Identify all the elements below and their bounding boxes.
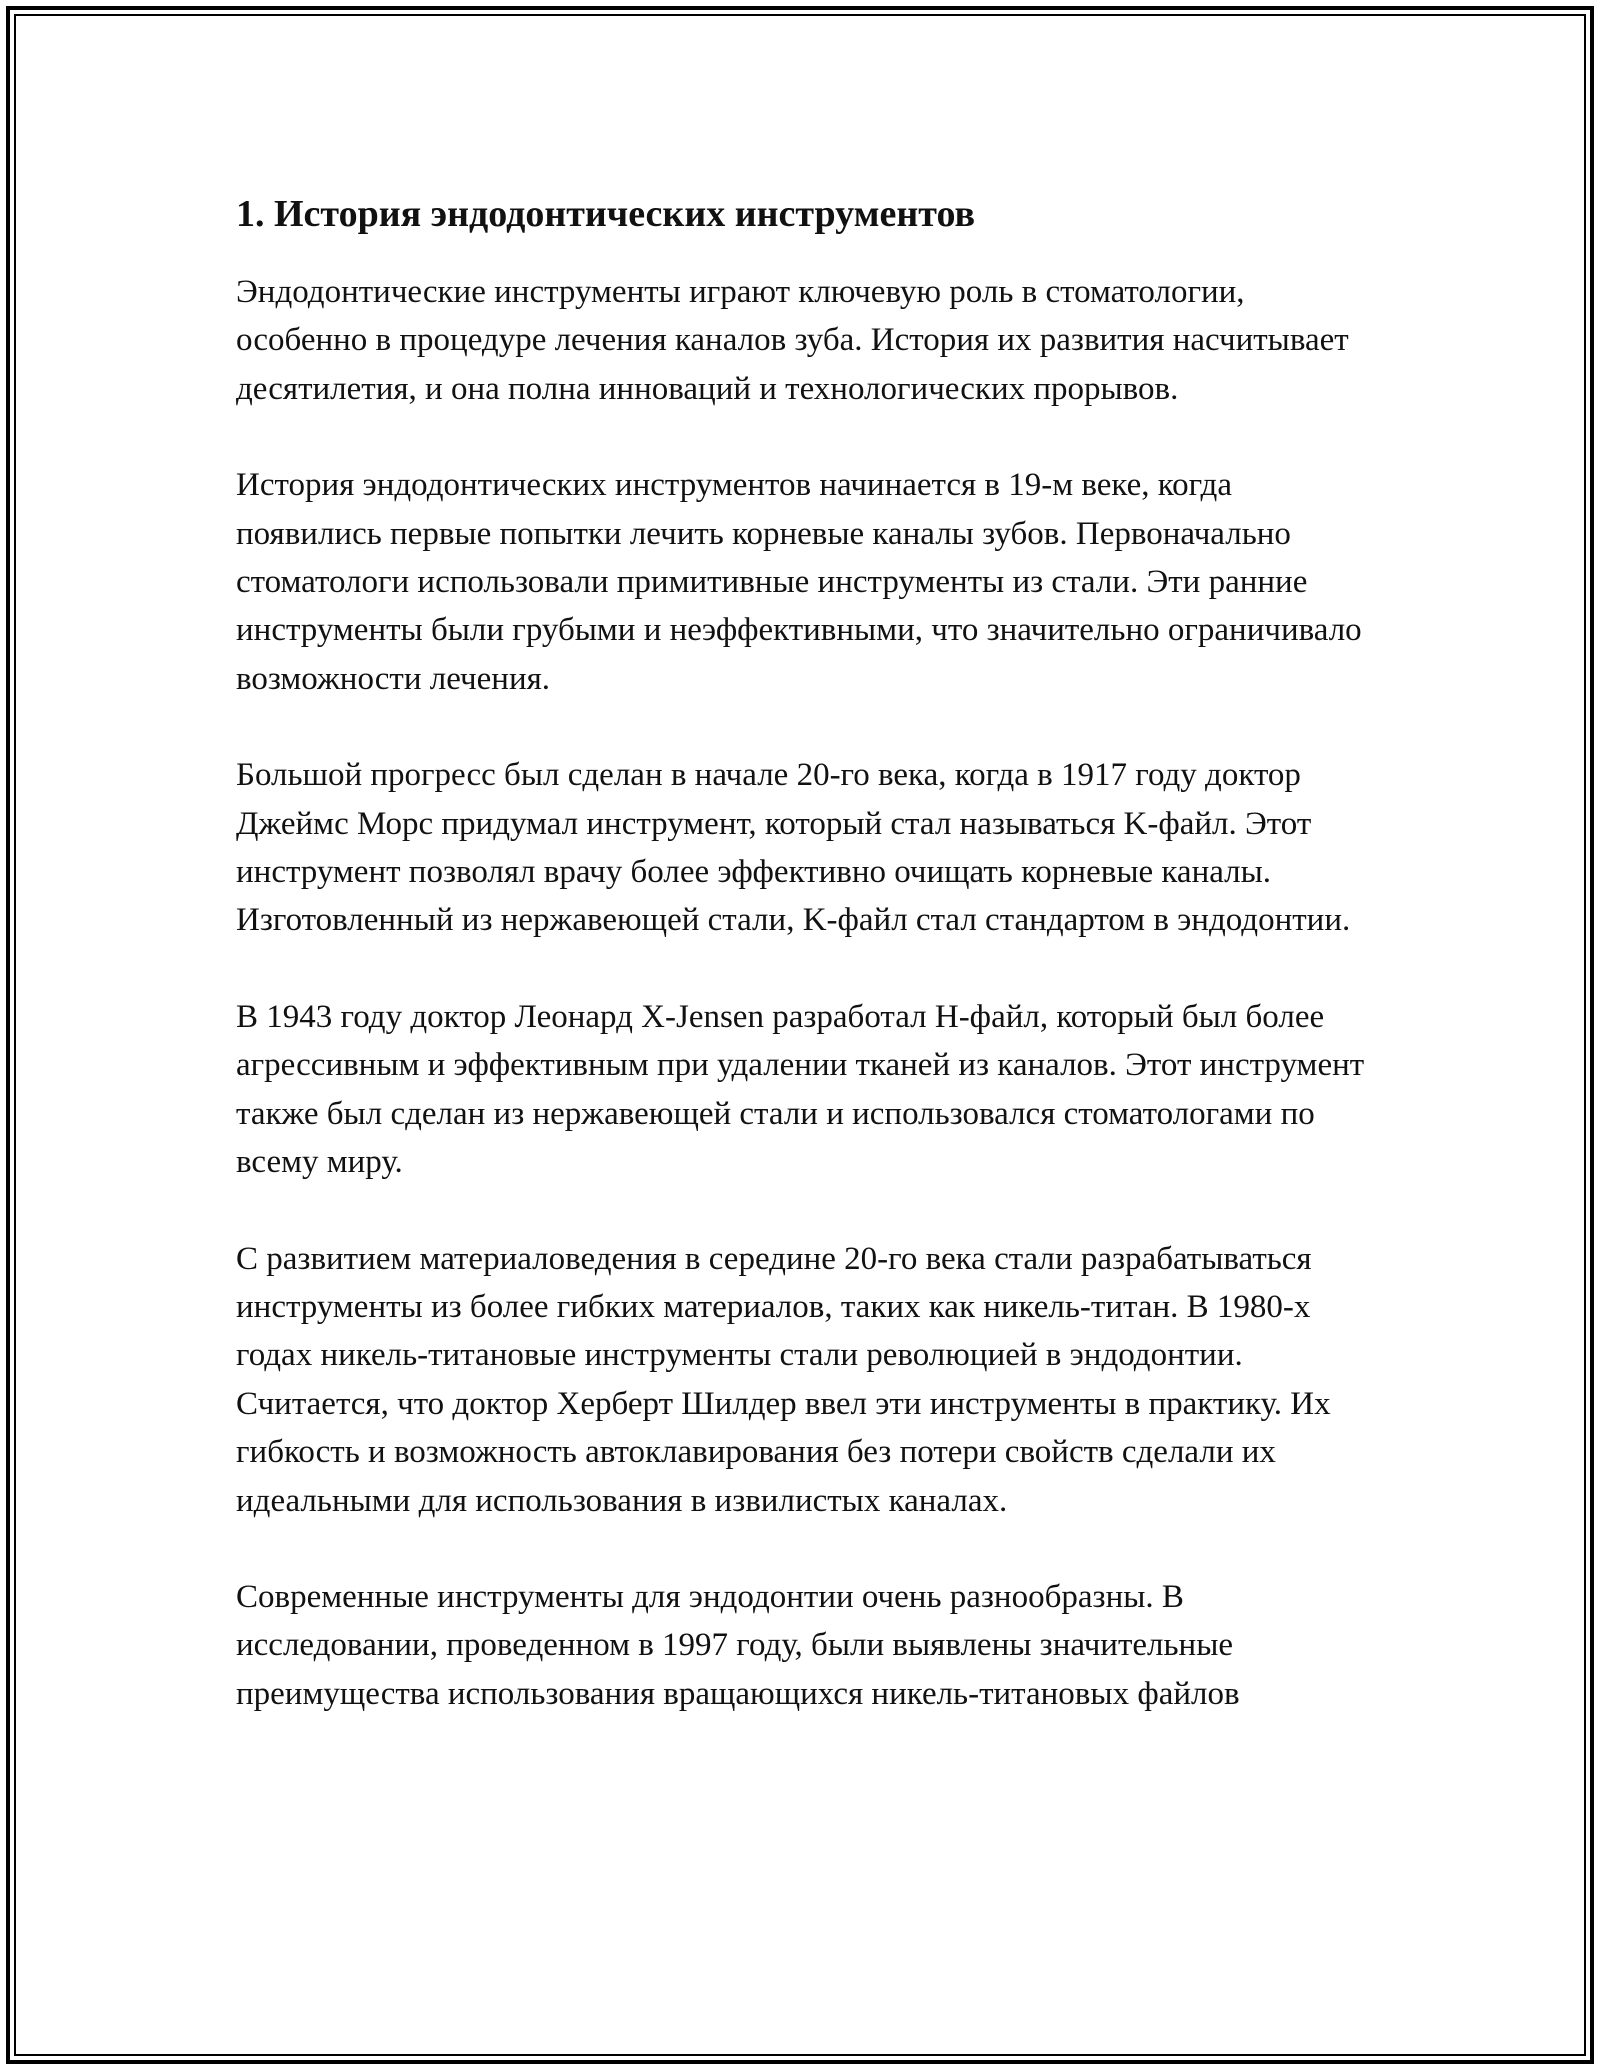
paragraph-intro: Эндодонтические инструменты играют ключевую роль в стоматологии, особенно в процедуре лечения каналов зуба. История их развития насчитывает десятилетия, и она полна инноваций и технологических прорывов. [236, 274, 1349, 407]
paragraph-modern-instruments: Современные инструменты для эндодонтии очень разнообразны. В исследовании, проведенном в 1997 году, были выявлены значительные преимущества использования вращающихся никель-титановых файлов [236, 1578, 1240, 1712]
paragraph-19th-century: История эндодонтических инструментов начинается в 19-м веке, когда появились первые попытки лечить корневые каналы зубов. Первоначально стоматологи использовали примитивные инструменты из стали. Эти ранние инструменты были грубыми и неэффективными, что значительно ограничивало возможности лечения. [236, 467, 1362, 697]
document-body [236, 186, 1376, 1718]
paragraph-k-file: Большой прогресс был сделан в начале 20-го века, когда в 1917 году доктор Джеймс Морс придумал инструмент, который стал называться K-файл. Этот инструмент позволял врачу более эффективно очищать корневые каналы. Изготовленный из нержавеющей стали, K-файл стал стандартом в эндодонтии. [236, 757, 1351, 939]
paragraph-nickel-titanium: С развитием материаловедения в середине 20-го века стали разрабатываться инструменты из более гибких материалов, таких как никель-титан. В 1980-х годах никель-титановые инструменты стали революцией в эндодонтии. Считается, что доктор Херберт Шилдер ввел эти инструменты в практику. Их гибкость и возможность автоклавирования без потери свойств сделали их идеальными для использования в извилистых каналах. [236, 1240, 1331, 1519]
section-heading: 1. История эндодонтических инструментов [236, 193, 976, 235]
paragraph-h-file: В 1943 году доктор Леонард X-Jensen разработал H-файл, который был более агрессивным и эффективным при удалении тканей из каналов. Этот инструмент также был сделан из нержавеющей стали и использовался стоматологами по всему миру. [236, 998, 1365, 1181]
